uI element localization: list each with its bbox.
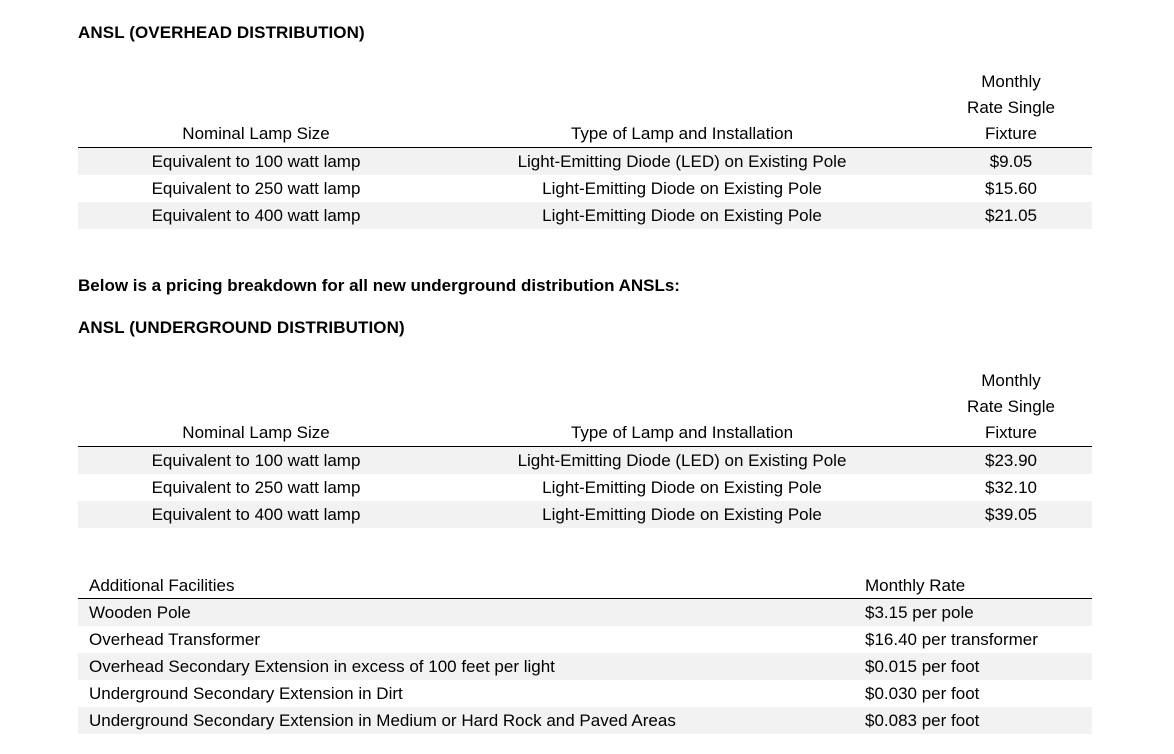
installation-cell: Light-Emitting Diode on Existing Pole (542, 206, 822, 225)
facility-cell: Overhead Transformer (89, 630, 261, 649)
additional-facilities-header-row (78, 575, 1092, 599)
rate-cell: $21.05 (985, 206, 1037, 225)
lamp-size-cell: Equivalent to 250 watt lamp (151, 478, 361, 497)
monthly-rate-header-line2: Rate Single (967, 397, 1055, 416)
installation-cell: Light-Emitting Diode on Existing Pole (542, 478, 822, 497)
column-header-monthly-rate-single-fixture (930, 368, 1092, 446)
table-row (78, 474, 1092, 501)
underground-intro-text: Below is a pricing breakdown for all new underground distribution ANSLs: (78, 276, 680, 295)
table-row (78, 148, 1092, 175)
table-row (78, 626, 1092, 653)
underground-section-title: ANSL (UNDERGROUND DISTRIBUTION) (78, 318, 405, 337)
lamp-size-cell: Equivalent to 400 watt lamp (151, 206, 361, 225)
table-row (78, 653, 1092, 680)
monthly-rate-header-line3: Fixture (985, 423, 1037, 442)
rate-cell: $0.015 per foot (865, 657, 980, 676)
rate-cell: $0.083 per foot (865, 711, 980, 730)
column-header-monthly-rate: Monthly Rate (865, 576, 966, 595)
table-row (78, 680, 1092, 707)
rate-cell: $32.10 (985, 478, 1037, 497)
column-header-type-of-lamp: Type of Lamp and Installation (570, 124, 794, 143)
table-row (78, 707, 1092, 734)
rate-cell: $0.030 per foot (865, 684, 980, 703)
monthly-rate-header-line3: Fixture (985, 124, 1037, 143)
table-row (78, 447, 1092, 474)
monthly-rate-header-line1: Monthly (981, 72, 1041, 91)
overhead-table-header-row (78, 69, 1092, 148)
column-header-type-of-lamp: Type of Lamp and Installation (570, 423, 794, 442)
lamp-size-cell: Equivalent to 100 watt lamp (151, 152, 361, 171)
column-header-additional-facilities: Additional Facilities (89, 576, 235, 595)
installation-cell: Light-Emitting Diode (LED) on Existing Pole (517, 152, 847, 171)
installation-cell: Light-Emitting Diode on Existing Pole (542, 179, 822, 198)
facility-cell: Underground Secondary Extension in Dirt (89, 684, 403, 703)
column-header-nominal-lamp-size: Nominal Lamp Size (182, 423, 330, 442)
underground-table-header-row (78, 368, 1092, 447)
monthly-rate-header-line1: Monthly (981, 371, 1041, 390)
table-row (78, 599, 1092, 626)
facility-cell: Overhead Secondary Extension in excess of 100 feet per light (89, 657, 555, 676)
underground-rate-table (78, 368, 1092, 528)
overhead-rate-table (78, 69, 1092, 229)
installation-cell: Light-Emitting Diode on Existing Pole (542, 505, 822, 524)
rate-cell: $16.40 per transformer (865, 630, 1038, 649)
installation-cell: Light-Emitting Diode (LED) on Existing Pole (517, 451, 847, 470)
rate-cell: $23.90 (985, 451, 1037, 470)
column-header-nominal-lamp-size: Nominal Lamp Size (182, 124, 330, 143)
lamp-size-cell: Equivalent to 100 watt lamp (151, 451, 361, 470)
rate-cell: $15.60 (985, 179, 1037, 198)
facility-cell: Wooden Pole (89, 603, 191, 622)
rate-cell: $9.05 (989, 152, 1033, 171)
lamp-size-cell: Equivalent to 400 watt lamp (151, 505, 361, 524)
rate-cell: $3.15 per pole (865, 603, 974, 622)
table-row (78, 202, 1092, 229)
rate-cell: $39.05 (985, 505, 1037, 524)
column-header-monthly-rate-single-fixture (930, 69, 1092, 147)
monthly-rate-header-line2: Rate Single (967, 98, 1055, 117)
lamp-size-cell: Equivalent to 250 watt lamp (151, 179, 361, 198)
overhead-section-title: ANSL (OVERHEAD DISTRIBUTION) (78, 23, 365, 42)
table-row (78, 501, 1092, 528)
table-row (78, 175, 1092, 202)
additional-facilities-table (78, 575, 1092, 734)
facility-cell: Underground Secondary Extension in Medium or Hard Rock and Paved Areas (89, 711, 676, 730)
